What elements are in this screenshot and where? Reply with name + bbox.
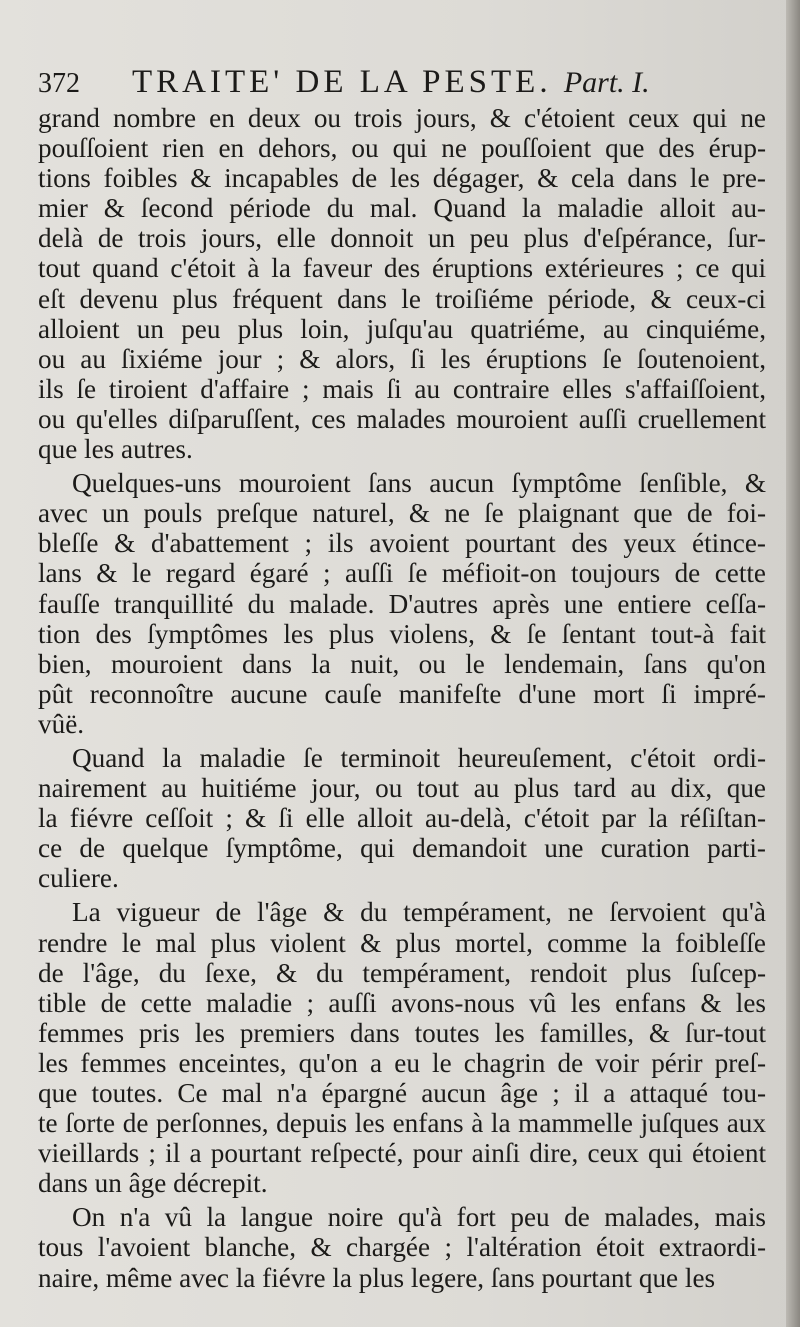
part-label: Part. I. — [563, 66, 650, 99]
text-line: te ſorte de perſonnes, depuis les enfans à la mammelle juſques aux — [38, 1108, 766, 1139]
text-line: bleſſe & d'abattement ; ils avoient pourtant des yeux étince- — [38, 528, 766, 559]
paragraph — [38, 468, 766, 739]
text-line: Quelques-uns mouroient ſans aucun ſymptôme ſenſible, & — [72, 468, 766, 499]
text-line: tible de cette maladie ; auſſi avons-nous vû les enfans & les — [38, 987, 766, 1018]
text-line: culiere. — [38, 863, 119, 894]
text-line: vûë. — [38, 708, 85, 739]
text-line: ce de quelque ſymptôme, qui demandoit une curation parti- — [38, 833, 766, 864]
text-line: grand nombre en deux ou trois jours, & c'étoient ceux qui ne — [38, 103, 766, 133]
text-line: ou au ſixiéme jour ; & alors, ſi les éruptions ſe ſoutenoient, — [38, 343, 766, 374]
text-line: tions foibles & incapables de les dégager, & cela dans le pre- — [38, 163, 766, 194]
text-line: tout quand c'étoit à la faveur des éruptions extérieures ; ce qui — [38, 253, 766, 284]
text-line: tion des ſymptômes les plus violens, & ſe ſentant tout-à fait — [38, 618, 766, 649]
page-body-text — [38, 103, 766, 1297]
text-line: On n'a vû la langue noire qu'à fort peu de malades, mais — [72, 1202, 766, 1233]
paragraph — [38, 897, 766, 1198]
text-line: mier & ſecond période du mal. Quand la maladie alloit au- — [38, 193, 766, 224]
text-line: La vigueur de l'âge & du tempérament, ne ſervoient qu'à — [72, 897, 766, 928]
page-gutter-shadow — [786, 0, 800, 1327]
text-line: avec un pouls preſque naturel, & ne ſe plaignant que de foi- — [38, 498, 766, 529]
page-number: 372 — [38, 68, 80, 99]
text-line: dans un âge décrepit. — [38, 1168, 268, 1199]
text-line: bien, mouroient dans la nuit, ou le lendemain, ſans qu'on — [38, 648, 766, 679]
text-line: pût reconnoître aucune cauſe manifeſte d'une mort ſi impré- — [38, 678, 766, 709]
text-line: alloient un peu plus loin, juſqu'au quatriéme, au cinquiéme, — [38, 313, 766, 344]
text-line: delà de trois jours, elle donnoit un peu plus d'eſpérance, ſur- — [38, 223, 766, 254]
text-line: nairement au huitiéme jour, ou tout au plus tard au dix, que — [38, 773, 766, 804]
running-title — [132, 64, 650, 101]
text-line: tous l'avoient blanche, & chargée ; l'altération étoit extraordi- — [38, 1232, 766, 1263]
text-line: que les autres. — [38, 434, 193, 465]
text-line: eſt devenu plus fréquent dans le troiſiéme période, & ceux-ci — [38, 283, 766, 314]
paragraph — [38, 1202, 766, 1292]
text-line: vieillards ; il a pourtant reſpecté, pour ainſi dire, ceux qui étoient — [38, 1138, 766, 1169]
text-line: Quand la maladie ſe terminoit heureuſement, c'étoit ordi- — [72, 742, 766, 773]
paragraph — [38, 103, 766, 464]
text-line: naire, même avec la fiévre la plus legere, ſans pourtant que les — [38, 1262, 716, 1293]
text-line: les femmes enceintes, qu'on a eu le chagrin de voir périr preſ- — [38, 1047, 766, 1078]
running-title-text: TRAITE' DE LA PESTE. — [132, 64, 552, 100]
text-line: fauſſe tranquillité du malade. D'autres après une entiere ceſſa- — [38, 588, 766, 619]
text-line: de l'âge, du ſexe, & du tempérament, rendoit plus ſuſcep- — [38, 957, 766, 988]
text-line: rendre le mal plus violent & plus mortel, comme la foibleſſe — [38, 927, 766, 958]
text-line: ou qu'elles diſparuſſent, ces malades mouroient auſſi cruellement — [38, 403, 766, 434]
page-header — [38, 62, 768, 102]
text-line: pouſſoient rien en dehors, ou qui ne pouſſoient que des érup- — [38, 133, 766, 164]
text-line: ils ſe tiroient d'affaire ; mais ſi au contraire elles s'affaiſſoient, — [38, 373, 766, 404]
text-line: la fiévre ceſſoit ; & ſi elle alloit au-delà, c'étoit par la réſiſtan- — [38, 803, 766, 834]
text-line: que toutes. Ce mal n'a épargné aucun âge ; il a attaqué tou- — [38, 1078, 766, 1108]
text-line: lans & le regard égaré ; auſſi ſe méfioit-on toujours de cette — [38, 558, 766, 589]
text-line: femmes pris les premiers dans toutes les familles, & ſur-tout — [38, 1017, 766, 1048]
paragraph — [38, 743, 766, 893]
